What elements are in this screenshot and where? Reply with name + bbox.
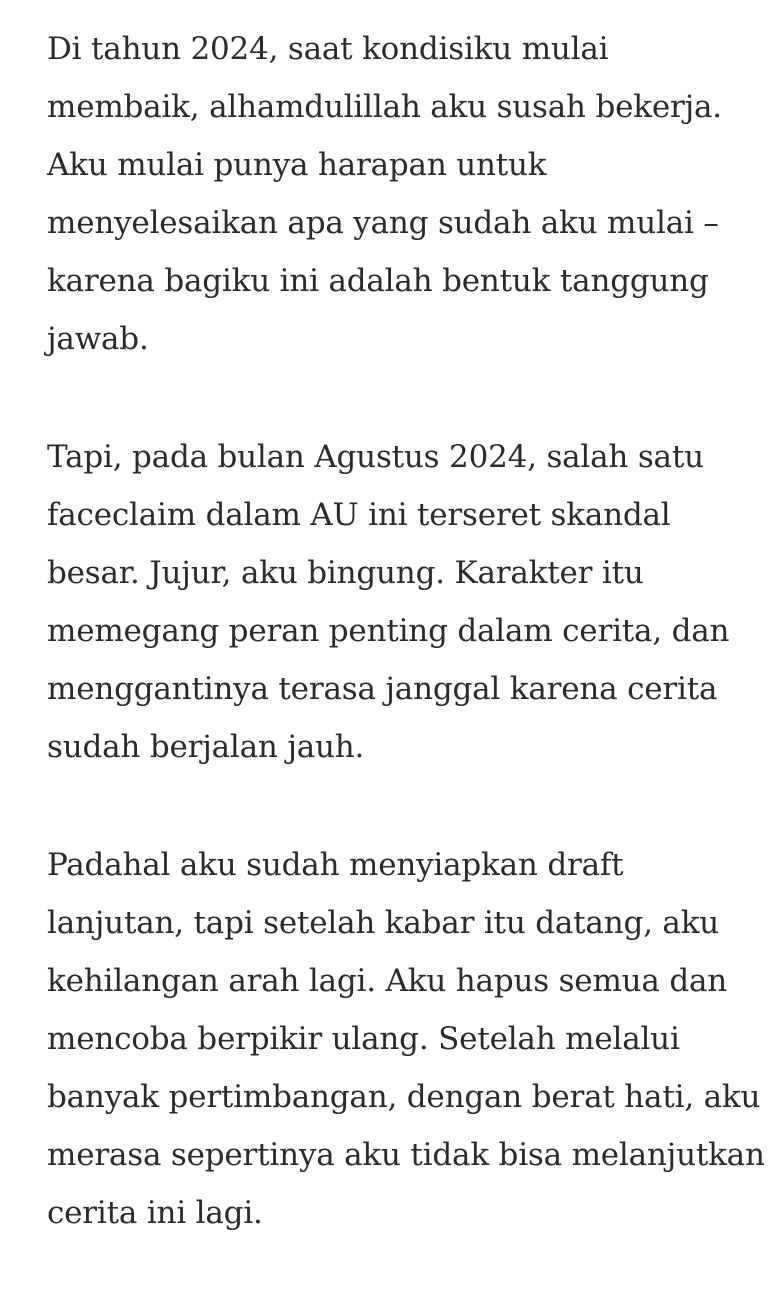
text-line: merasa sepertinya aku tidak bisa melanjutkan xyxy=(47,1137,765,1173)
text-line: membaik, alhamdulillah aku susah bekerja. xyxy=(47,89,722,125)
text-line: cerita ini lagi. xyxy=(47,1195,263,1231)
paragraph-1 xyxy=(47,20,767,368)
text-line: mencoba berpikir ulang. Setelah melalui xyxy=(47,1021,680,1057)
text-line: karena bagiku ini adalah bentuk tanggung xyxy=(47,263,709,299)
text-line: Tapi, pada bulan Agustus 2024, salah satu xyxy=(47,439,704,475)
text-line: menyelesaikan apa yang sudah aku mulai – xyxy=(47,205,719,241)
text-line: faceclaim dalam AU ini terseret skandal xyxy=(47,497,671,533)
text-line: kehilangan arah lagi. Aku hapus semua dan xyxy=(47,963,728,999)
paragraph-2 xyxy=(47,428,767,776)
paragraph-3 xyxy=(47,836,767,1242)
text-line: sudah berjalan jauh. xyxy=(47,729,365,765)
text-line: Padahal aku sudah menyiapkan draft xyxy=(47,847,624,883)
text-line: besar. Jujur, aku bingung. Karakter itu xyxy=(47,555,644,591)
text-line: memegang peran penting dalam cerita, dan xyxy=(47,613,730,649)
text-line: menggantinya terasa janggal karena cerita xyxy=(47,671,718,707)
article-body xyxy=(47,20,767,1302)
text-line: Di tahun 2024, saat kondisiku mulai xyxy=(47,31,609,67)
text-line: jawab. xyxy=(47,321,149,357)
text-line: banyak pertimbangan, dengan berat hati, aku xyxy=(47,1079,761,1115)
text-line: lanjutan, tapi setelah kabar itu datang, aku xyxy=(47,905,720,941)
text-line: Aku mulai punya harapan untuk xyxy=(47,147,547,183)
